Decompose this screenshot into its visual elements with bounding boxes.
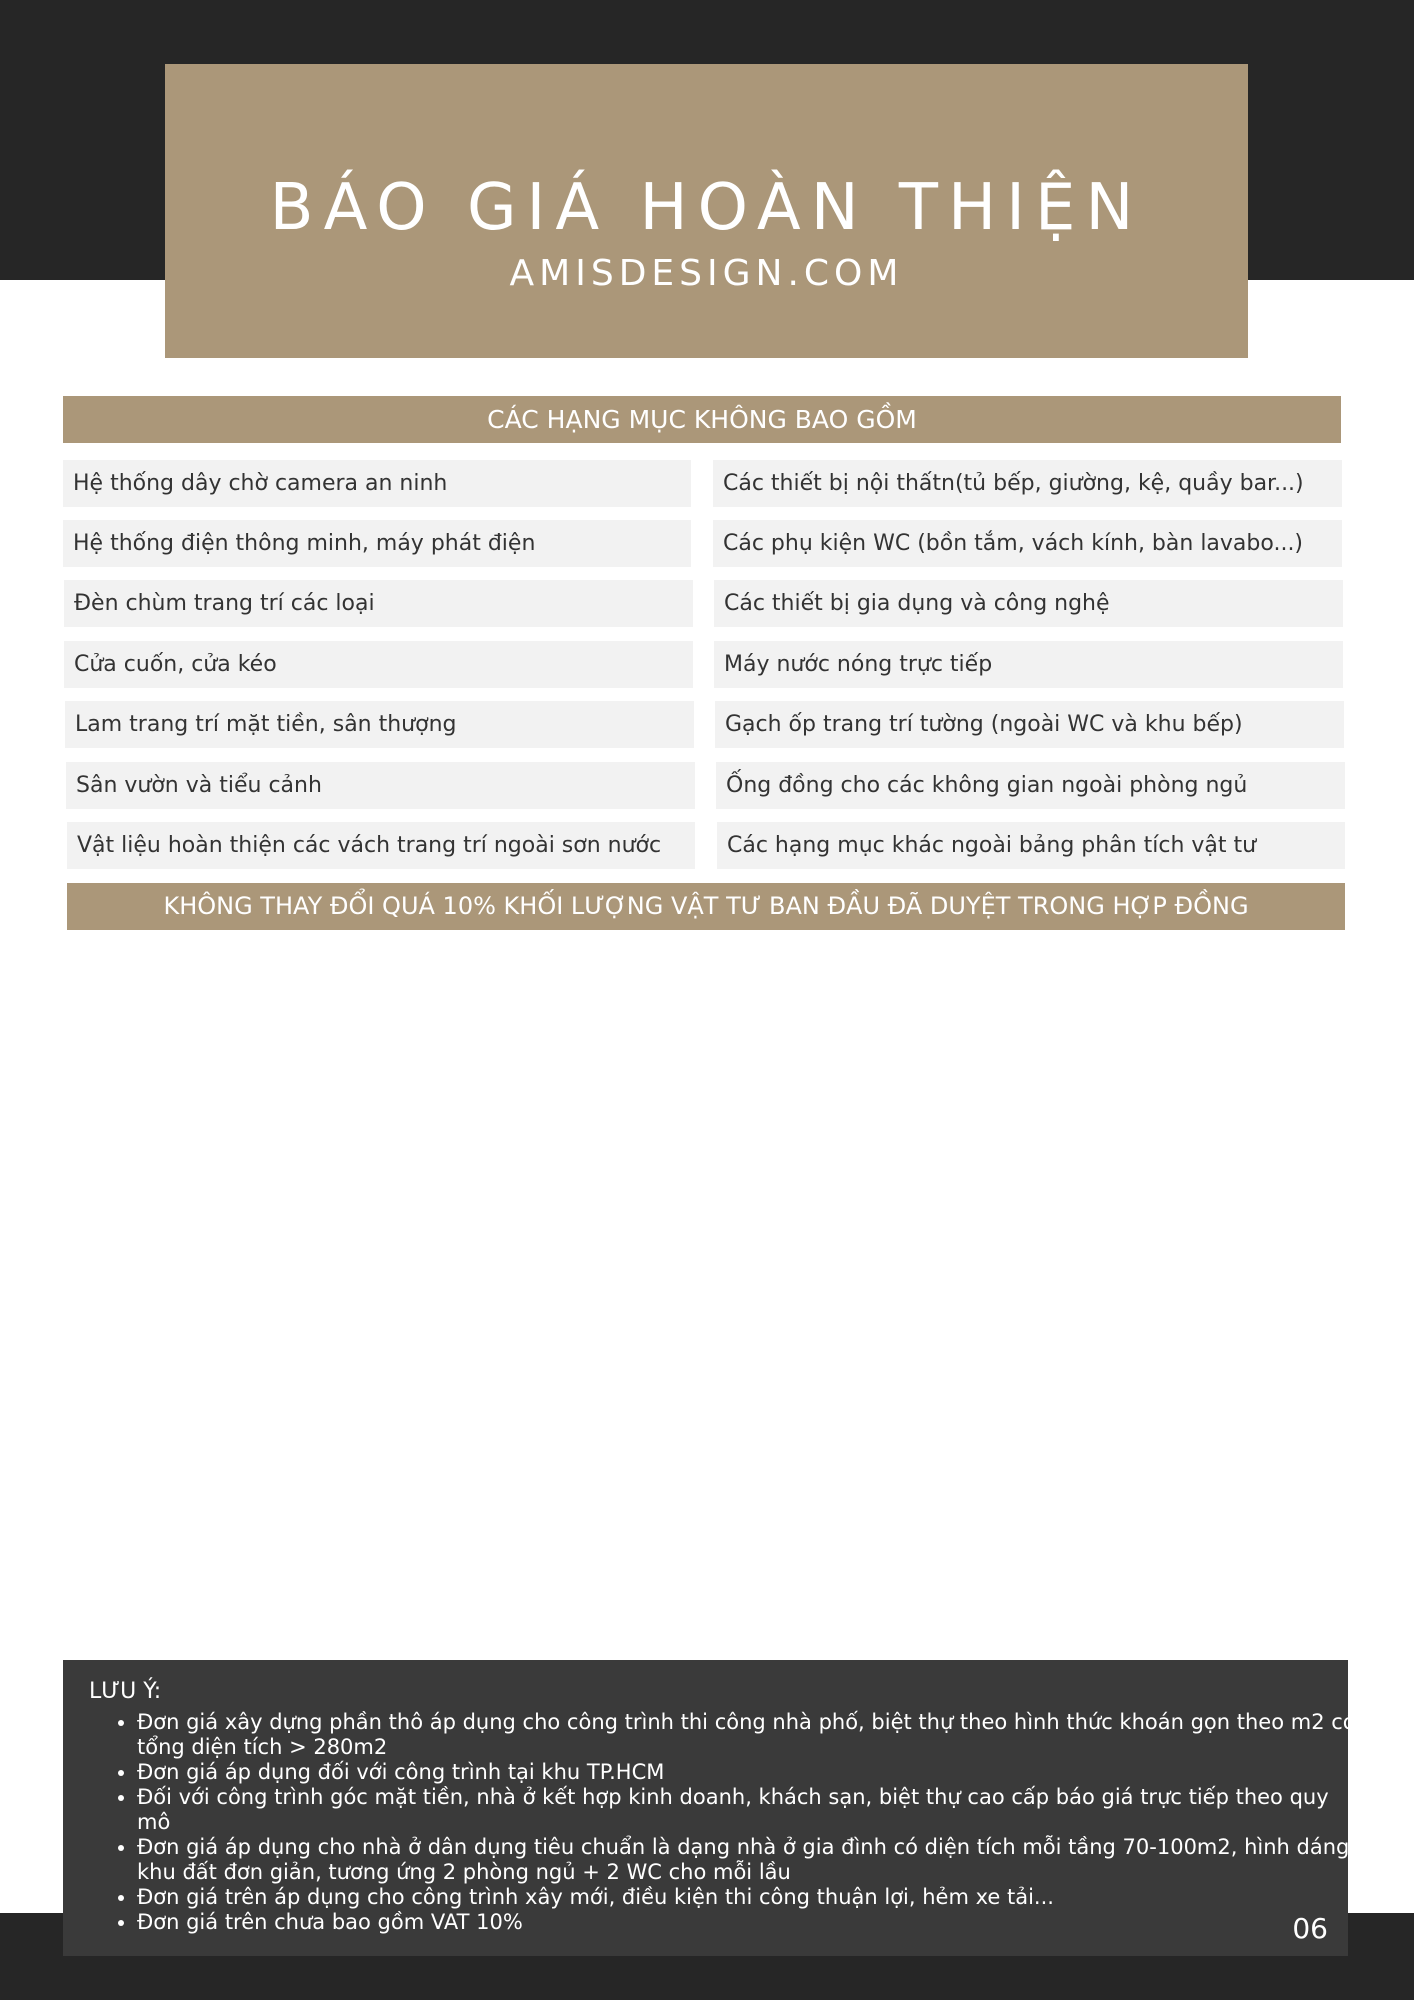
excluded-item-left: Lam trang trí mặt tiền, sân thượng [65, 701, 694, 748]
notes-title: LƯU Ý: [89, 1679, 162, 1704]
excluded-item-left: Hệ thống điện thông minh, máy phát điện [63, 520, 691, 567]
excluded-item-right: Các thiết bị nội thấtn(tủ bếp, giường, kệ, quầy bar...) [713, 460, 1342, 507]
excluded-item-right: Ống đồng cho các không gian ngoài phòng ngủ [716, 762, 1345, 809]
note-item: • Đơn giá áp dụng đối với công trình tại khu TP.HCM [137, 1760, 1367, 1785]
notes-panel [63, 1660, 1356, 1956]
excluded-item-left: Vật liệu hoàn thiện các vách trang trí ngoài sơn nước [67, 822, 695, 869]
excluded-item-right: Các hạng mục khác ngoài bảng phân tích vật tư [717, 822, 1345, 869]
volume-change-note: KHÔNG THAY ĐỔI QUÁ 10% KHỐI LƯỢNG VẬT TƯ BAN ĐẦU ĐÃ DUYỆT TRONG HỢP ĐỒNG [67, 883, 1345, 930]
excluded-item-left: Đèn chùm trang trí các loại [64, 580, 693, 627]
note-item: • Đơn giá trên chưa bao gồm VAT 10% [137, 1910, 1367, 1935]
excluded-item-right: Các thiết bị gia dụng và công nghệ [714, 580, 1343, 627]
excluded-item-left: Cửa cuốn, cửa kéo [64, 641, 693, 688]
page-number: 06 [1292, 1912, 1328, 1945]
note-item: • Đối với công trình góc mặt tiền, nhà ở kết hợp kinh doanh, khách sạn, biệt thự cao cấp báo giá trực tiếp theo quy mô [137, 1785, 1367, 1835]
excluded-item-right: Máy nước nóng trực tiếp [714, 641, 1343, 688]
note-item: • Đơn giá trên áp dụng cho công trình xây mới, điều kiện thi công thuận lợi, hẻm xe tải... [137, 1885, 1367, 1910]
note-item: • Đơn giá áp dụng cho nhà ở dân dụng tiêu chuẩn là dạng nhà ở gia đình có diện tích mỗi tầng 70-100m2, hình dáng khu đất đơn giản, tương ứng 2 phòng ngủ + 2 WC cho mỗi lầu [137, 1835, 1367, 1885]
excluded-item-right: Gạch ốp trang trí tường (ngoài WC và khu bếp) [715, 701, 1344, 748]
excluded-item-left: Sân vườn và tiểu cảnh [66, 762, 695, 809]
excluded-item-right: Các phụ kiện WC (bồn tắm, vách kính, bàn lavabo...) [713, 520, 1342, 567]
title-banner [165, 64, 1248, 358]
page-subtitle: AMISDESIGN.COM [509, 253, 904, 294]
excluded-item-left: Hệ thống dây chờ camera an ninh [63, 460, 691, 507]
notes-list [113, 1710, 1367, 1935]
page-title: BÁO GIÁ HOÀN THIỆN [269, 171, 1144, 245]
excluded-items-heading: CÁC HẠNG MỤC KHÔNG BAO GỒM [63, 396, 1341, 443]
note-item: • Đơn giá xây dựng phần thô áp dụng cho công trình thi công nhà phố, biệt thự theo hình thức khoán gọn theo m2 có tổng diện tích > 280m2 [137, 1710, 1367, 1760]
